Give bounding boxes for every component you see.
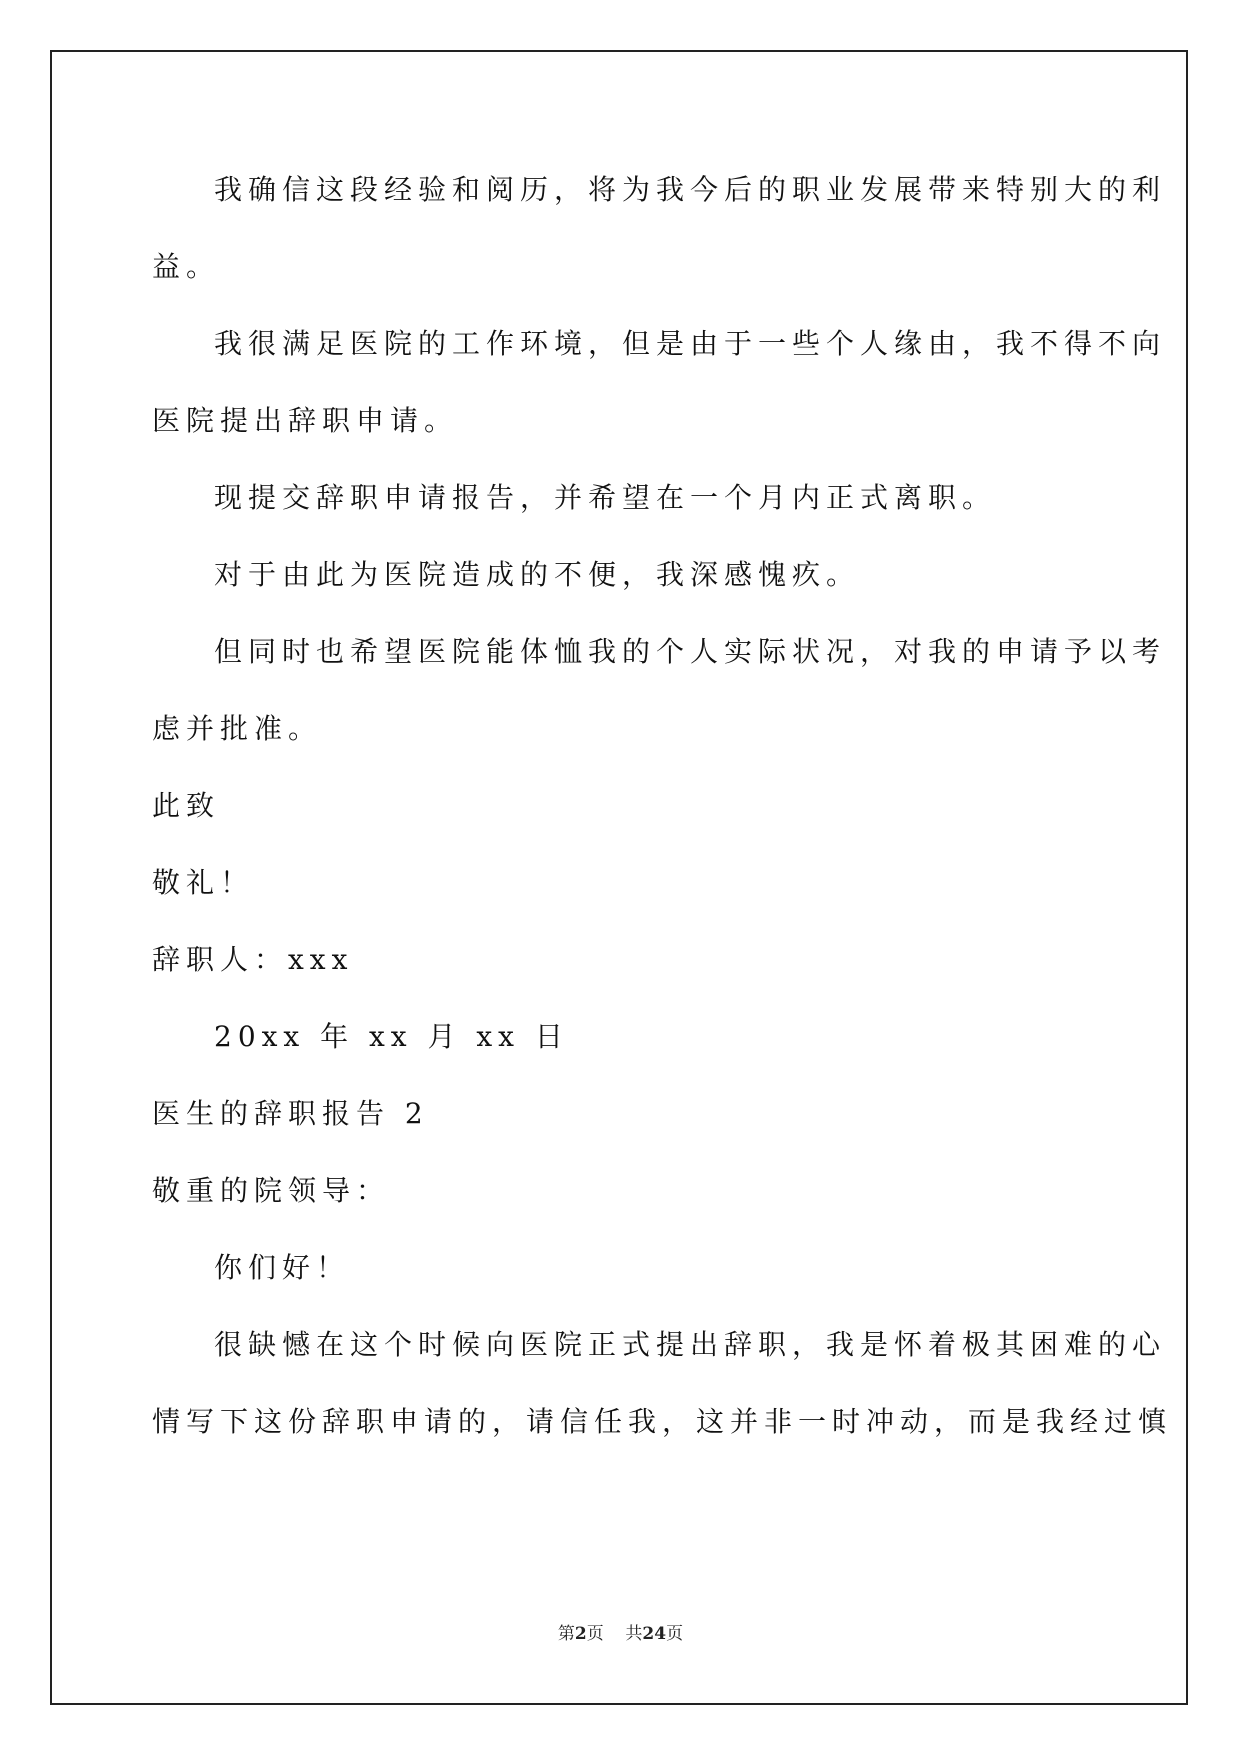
paragraph-line: 我很满足医院的工作环境，但是由于一些个人缘由，我不得不向 (214, 327, 1167, 360)
paragraph-line: 现提交辞职申请报告，并希望在一个月内正式离职。 (214, 481, 997, 514)
paragraph-line: 很缺憾在这个时候向医院正式提出辞职，我是怀着极其困难的心 (214, 1328, 1167, 1361)
closing-salutation: 此致 (152, 789, 221, 822)
section-heading: 医生的辞职报告 2 (152, 1097, 429, 1130)
greeting-line: 你们好！ (214, 1251, 351, 1284)
paragraph-line: 虑并批准。 (152, 712, 323, 745)
total-pages: 24 (642, 1624, 667, 1644)
paragraph-line: 但同时也希望医院能体恤我的个人实际状况，对我的申请予以考 (214, 635, 1167, 668)
page-number: 2 (574, 1624, 587, 1644)
total-prefix: 共 (625, 1624, 643, 1644)
date-line: 20xx 年 xx 月 xx 日 (214, 1020, 569, 1053)
paragraph-line: 益。 (152, 250, 221, 283)
paragraph-line: 我确信这段经验和阅历，将为我今后的职业发展带来特别大的利 (214, 173, 1167, 206)
paragraph-line: 情写下这份辞职申请的，请信任我，这并非一时冲动，而是我经过慎 (152, 1405, 1173, 1438)
total-suffix: 页 (666, 1624, 684, 1644)
page-prefix: 第 (557, 1624, 575, 1644)
signature-line: 辞职人：xxx (152, 943, 354, 976)
closing-regards: 敬礼！ (152, 866, 255, 899)
paragraph-line: 医院提出辞职申请。 (152, 404, 459, 437)
page-footer (0, 1623, 1241, 1645)
greeting-line: 敬重的院领导： (152, 1174, 391, 1207)
page-suffix: 页 (586, 1624, 604, 1644)
paragraph-line: 对于由此为医院造成的不便，我深感愧疚。 (214, 558, 861, 591)
